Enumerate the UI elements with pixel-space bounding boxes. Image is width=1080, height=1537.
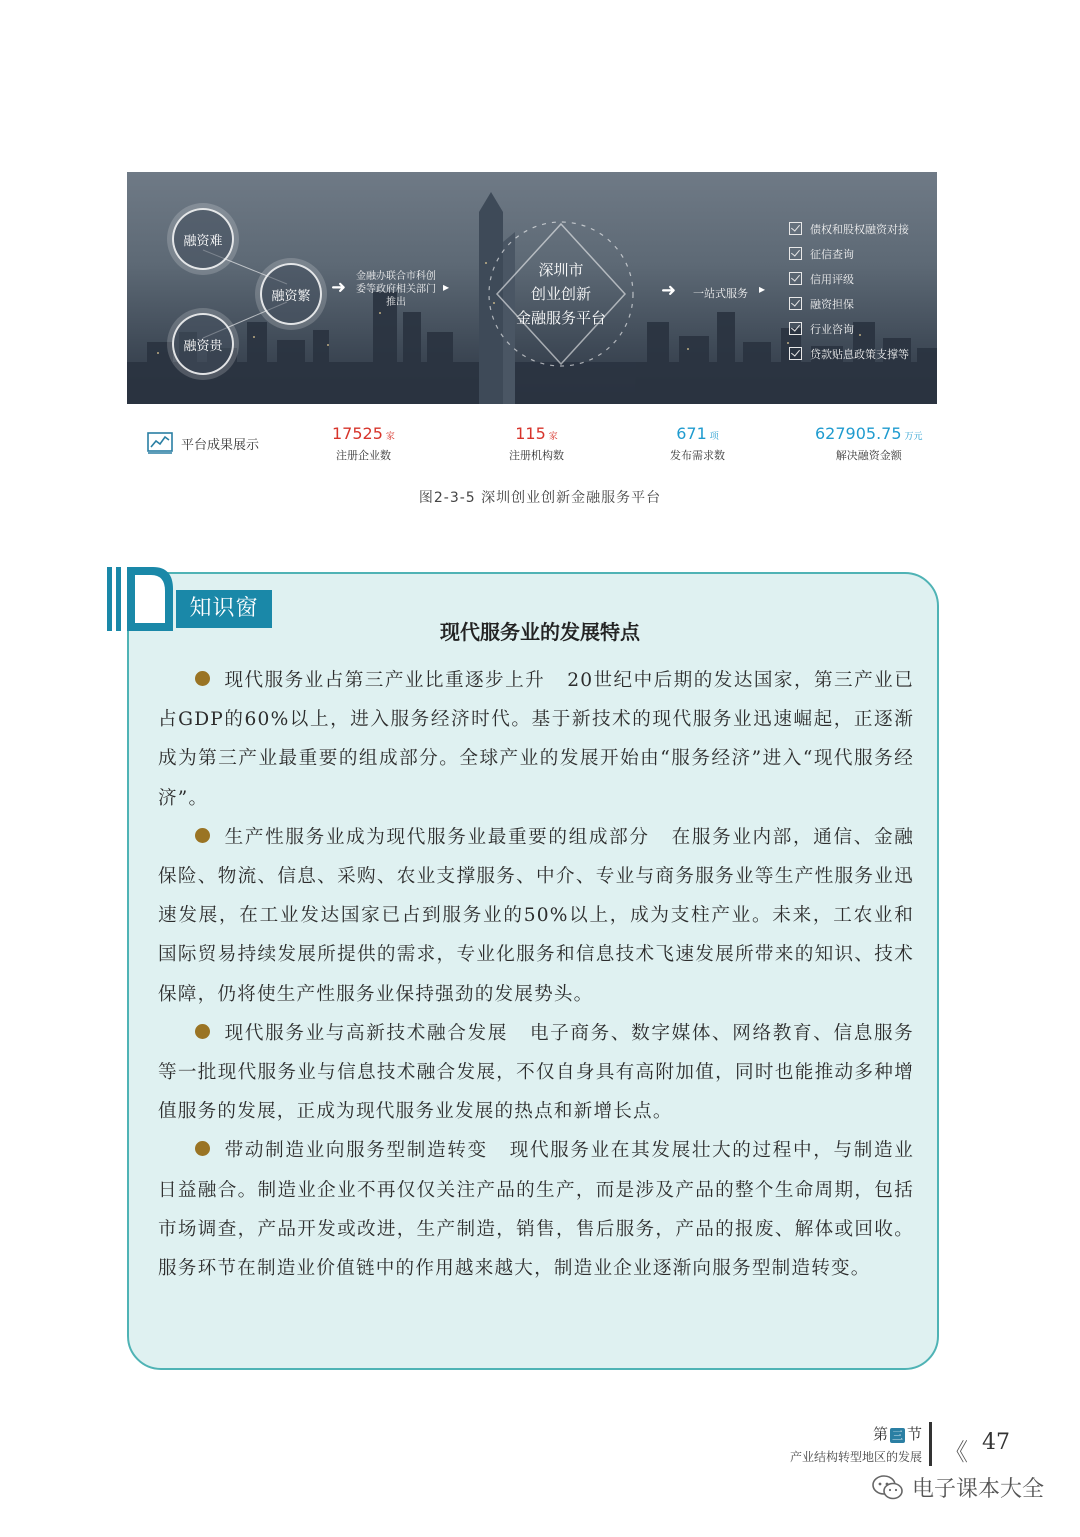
platform-stats xyxy=(127,420,937,470)
stat-registered-institutions: 115 家 注册机构数 xyxy=(509,424,564,462)
platform-line-3: 金融服务平台 xyxy=(515,309,606,327)
service-list xyxy=(789,220,909,370)
section-label: 第 三 节 xyxy=(872,1425,922,1443)
brand-text: 电子课本大全 xyxy=(911,1477,1044,1502)
stats-label xyxy=(147,432,259,454)
service-item: 贷款贴息政策支撑等 xyxy=(789,345,909,370)
bullet-icon xyxy=(195,671,210,686)
checkbox-icon xyxy=(789,272,802,285)
section-number: 三 xyxy=(891,1429,903,1442)
bullet-icon xyxy=(195,1024,210,1039)
double-chevron-icon: 《 xyxy=(944,1438,968,1466)
stats-title: 平台成果展示 xyxy=(181,437,260,453)
chat-bubble-icon xyxy=(872,1474,904,1502)
platform-line-1: 深圳市 xyxy=(538,261,584,279)
figure-caption: 图2-3-5 深圳创业创新金融服务平台 xyxy=(418,490,662,506)
arrow-icon: ➜ xyxy=(331,277,347,298)
arrow-icon: ➜ xyxy=(661,280,677,301)
page-number: 47 xyxy=(982,1430,1010,1455)
knowledge-title: 现代服务业的发展特点 xyxy=(440,620,640,644)
service-item: 融资担保 xyxy=(789,295,909,320)
small-arrow-icon: ▸ xyxy=(759,282,766,296)
platform-hub xyxy=(495,228,627,360)
page-footer xyxy=(750,1420,1010,1470)
knowledge-body xyxy=(158,661,914,1288)
one-stop-service: 一站式服务 xyxy=(693,287,748,300)
problem-node-difficult: 融资难 xyxy=(172,208,234,270)
knowledge-paragraph: 生产性服务业成为现代服务业最重要的组成部分 在服务业内部，通信、金融保险、物流、信息、采购、农业支撑服务、中介、专业与商务服务业等生产性服务业迅速发展，在工业发达国家已占到服务业的50%以上，成为支柱产业。未来，工农业和国际贸易持续发展所提供的需求，专业化服务和信息技术飞速发展所带来的知识、技术保障，仍将使生产性服务业保持强劲的发展势头。 xyxy=(158,826,915,1005)
small-arrow-icon: ▸ xyxy=(443,280,450,294)
service-item: 征信查询 xyxy=(789,245,909,270)
checkbox-icon xyxy=(789,297,802,310)
checkbox-icon xyxy=(789,322,802,335)
launch-text: 金融办联合市科创委等政府相关部门推出 xyxy=(356,271,436,308)
checkbox-icon xyxy=(789,247,802,260)
section-title: 产业结构转型地区的发展 xyxy=(789,1450,922,1464)
knowledge-paragraph: 现代服务业与高新技术融合发展 电子商务、数字媒体、网络教育、信息服务等一批现代服务业与信息技术融合发展，不仅自身具有高附加值，同时也能推动多种增值服务的发展，正成为现代服务业发展的热点和新增长点。 xyxy=(158,1022,914,1123)
service-item: 信用评级 xyxy=(789,270,909,295)
service-item: 行业咨询 xyxy=(789,320,909,345)
platform-figure xyxy=(127,172,937,404)
problem-node-expensive: 融资贵 xyxy=(172,313,234,375)
service-item: 债权和股权融资对接 xyxy=(789,220,909,245)
bullet-icon xyxy=(195,828,210,843)
checkbox-icon xyxy=(789,347,802,360)
brand-watermark xyxy=(872,1472,1044,1503)
platform-line-2: 创业创新 xyxy=(530,285,591,303)
stat-financing-amount: 627905.75 万元 解决融资金额 xyxy=(815,424,923,462)
footer-divider xyxy=(929,1422,932,1466)
knowledge-tag: 知识窗 xyxy=(176,590,272,628)
problem-node-complex: 融资繁 xyxy=(260,263,322,325)
stat-registered-companies: 17525 家 注册企业数 xyxy=(332,424,395,462)
bullet-icon xyxy=(195,1141,210,1156)
line-chart-icon xyxy=(147,432,173,454)
checkbox-icon xyxy=(789,222,802,235)
stat-published-demands: 671 项 发布需求数 xyxy=(670,424,725,462)
knowledge-paragraph: 带动制造业向服务型制造转变 现代服务业在其发展壮大的过程中，与制造业日益融合。制造业企业不再仅仅关注产品的生产，而是涉及产品的整个生命周期，包括市场调查，产品开发或改进，生产制造，销售，售后服务，产品的报废、解体或回收。服务环节在制造业价值链中的作用越来越大，制造业企业逐渐向服务型制造转变。 xyxy=(158,1140,914,1280)
knowledge-paragraph: 现代服务业占第三产业比重逐步上升 20世纪中后期的发达国家，第三产业已占GDP的60%以上，进入服务经济时代。基于新技术的现代服务业迅速崛起，正逐渐成为第三产业最重要的组成部分。全球产业的发展开始由“服务经济”进入“现代服务经济”。 xyxy=(158,670,914,809)
